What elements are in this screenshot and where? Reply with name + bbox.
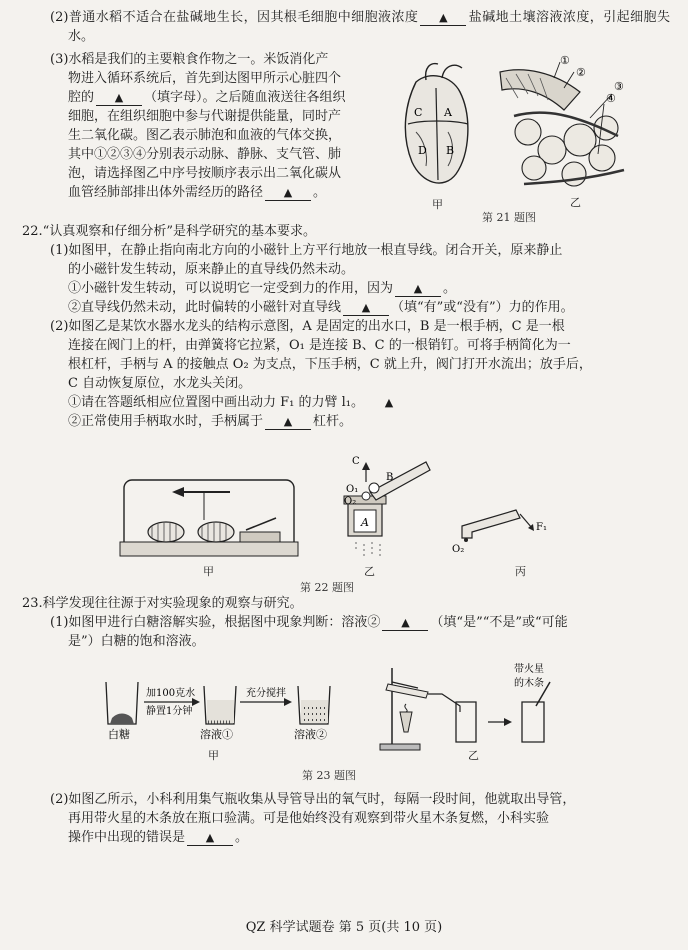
q23-part2: (2)如图乙所示，小科利用集气瓶收集从导管导出的氧气时，每隔一段时间，他就取出导管， 再用带火星的木条放在瓶口验满。可是他始终没有观察到带火星木条复燃，小科实验 操作中出现的错误是 ▲ 。 bbox=[50, 792, 576, 845]
splint-label-1: 带火星 bbox=[514, 664, 544, 675]
tap-structure-diagram bbox=[330, 452, 440, 564]
q21-part2 bbox=[22, 8, 670, 46]
answer-blank[interactable]: ▲ bbox=[187, 830, 233, 846]
beaker-label-solution1: 溶液① bbox=[200, 728, 233, 741]
fig22-bing-label: 丙 bbox=[515, 565, 526, 578]
page-footer: QZ 科学试题卷 第 5 页(共 10 页) bbox=[245, 920, 443, 935]
heart-label-a: A bbox=[444, 106, 452, 119]
answer-blank[interactable]: ▲ bbox=[382, 615, 428, 631]
oxygen-collection-diagram bbox=[372, 662, 572, 752]
lung-label-3: ③ bbox=[614, 80, 624, 93]
answer-blank[interactable]: ▲ bbox=[265, 414, 311, 430]
q22-title: 22.“认真观察和仔细分析”是科学研究的基本要求。 bbox=[22, 224, 316, 239]
beaker-label-sugar: 白糖 bbox=[108, 728, 130, 741]
tap-label-o2: O₂ bbox=[344, 496, 357, 507]
arrow1-label-1: 加100克水 bbox=[146, 688, 196, 699]
fig23-caption: 第 23 题图 bbox=[302, 769, 356, 782]
tap-label-o1: O₁ bbox=[346, 484, 359, 495]
lung-label-1: ① bbox=[560, 54, 570, 67]
q21-part3: (3)水稻是我们的主要粮食作物之一。米饭消化产 物进入循环系统后，首先到达图甲所示心脏四个 腔的 ▲ （填字母）。之后随血液送往各组织 细胞，在组织细胞中参与代谢提供能量，同时产 生二氧化碳。图乙表示肺泡和血液的气体交换， 其中①②③④分别表示动脉、静脉、支气管、肺 泡，请选择图乙中序号按顺序表示出二氧化碳从 血管经肺部排出体外需经历的路径 ▲ 。 bbox=[50, 52, 346, 200]
arrow2-label: 充分搅拌 bbox=[246, 688, 286, 699]
answer-blank[interactable]: ▲ bbox=[395, 281, 441, 297]
beaker-label-solution2: 溶液② bbox=[294, 728, 327, 741]
lung-label-4: ④ bbox=[606, 92, 616, 105]
fig22-caption: 第 22 题图 bbox=[300, 581, 354, 594]
fig22-jia-label: 甲 bbox=[203, 565, 214, 578]
fig21-caption: 第 21 题图 bbox=[482, 211, 536, 224]
heart-label-d: D bbox=[418, 144, 427, 157]
tap-label-b: B bbox=[386, 472, 394, 483]
fig21-jia-label: 甲 bbox=[432, 198, 443, 211]
lung-label-2: ② bbox=[576, 66, 586, 79]
lever-label-o2: O₂ bbox=[452, 544, 465, 555]
fig21-yi-label: 乙 bbox=[570, 196, 581, 209]
answer-blank[interactable]: ▲ bbox=[343, 300, 389, 316]
fig23-yi-label: 乙 bbox=[468, 749, 479, 762]
lever-label-f1: F₁ bbox=[536, 522, 547, 533]
tap-label-a: A bbox=[361, 516, 369, 529]
sugar-dissolving-diagram bbox=[100, 672, 340, 742]
heart-label-c: C bbox=[414, 106, 423, 119]
tap-label-c: C bbox=[352, 456, 360, 467]
answer-blank[interactable]: ▲ bbox=[265, 185, 311, 201]
splint-label-2: 的木条 bbox=[514, 678, 544, 689]
heart-label-b: B bbox=[446, 144, 455, 157]
heart-diagram bbox=[398, 62, 476, 197]
q22: 22.“认真观察和仔细分析”是科学研究的基本要求。 (1)如图甲，在静止指向南北方向的小磁针上方平行地放一根直导线。闭合开关，原来静止 的小磁针发生转动，原来静止的直导线仍然未动。 ①小磁针发生转动，可以说明它一定受到力的作用，因为 ▲ 。 ②直导线仍然未动，此时偏转的小磁针对直导线 ▲ （填“有”或“没有”）力的作用。 (2)如图乙是某饮水器水龙头的结构示意图，A 是固定的出水口，B 是一根手柄，C 是一根 连接在阀门上的杆，由弹簧将它拉紧，O₁ 是连接 B、C 的一根销钉。可将手柄简化为一 根杠杆，手柄与 A 的接触点 O₂ 为支点，下压手柄，C 就上升，阀门打开水流出；放手后， C 自动恢复原位，水龙头关闭。 ①请在答题纸相应位置图中画出动力 F₁ 的力臂 l₁。 ▲ ②正常使用手柄取水时，手柄属于 ▲ 杠杆。 bbox=[22, 222, 670, 431]
answer-blank[interactable]: ▲ bbox=[420, 10, 466, 26]
answer-blank[interactable]: ▲ bbox=[96, 90, 142, 106]
circuit-magnet-diagram bbox=[120, 470, 300, 560]
fig23-jia-label: 甲 bbox=[208, 749, 219, 762]
q23-title: 23.科学发现往往源于对实验现象的观察与研究。 bbox=[22, 596, 303, 611]
answer-mark[interactable]: ▲ bbox=[384, 396, 394, 409]
q23: 23.科学发现往往源于对实验现象的观察与研究。 (1)如图甲进行白糖溶解实验，根据图中现象判断：溶液② ▲ （填“是”“不是”或“可能 是”）白糖的饱和溶液。 bbox=[22, 594, 670, 651]
arrow1-label-2: 静置1分钟 bbox=[146, 706, 193, 717]
q21-part2-text: (2)普通水稻不适合在盐碱地生长，因其根毛细胞中细胞液浓度 bbox=[50, 10, 419, 25]
alveoli-diagram bbox=[494, 54, 664, 198]
q21-part2-tail: 盐碱地土壤溶液浓度，引起细胞失水。 bbox=[68, 10, 670, 44]
fig22-yi-label: 乙 bbox=[364, 565, 375, 578]
lever-diagram bbox=[452, 500, 558, 560]
